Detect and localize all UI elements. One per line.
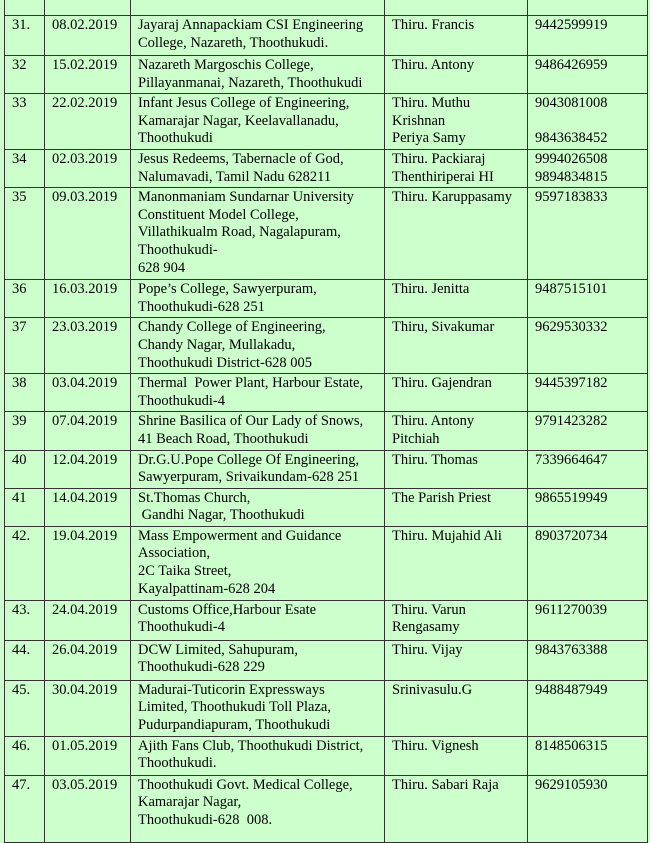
- contact-person-cell: Thiru. Packiaraj Thenthiriperai HI: [385, 149, 528, 187]
- contact-person-cell: Thiru. Vijay: [385, 640, 528, 680]
- date-cell: 12.04.2019: [45, 450, 131, 488]
- table-row: [5, 56, 648, 94]
- date-cell: 03.05.2019: [45, 775, 131, 842]
- venue-cell: Thermal Power Plant, Harbour Estate, Thoothukudi-4: [131, 374, 385, 412]
- venue-cell: Pope’s College, Sawyerpuram, Thoothukudi-628 251: [131, 280, 385, 318]
- venue-cell: Shrine Basilica of Our Lady of Snows, 41 Beach Road, Thoothukudi: [131, 412, 385, 450]
- date-cell: [45, 0, 131, 16]
- table-row: [5, 374, 648, 412]
- serial-number-cell: 36: [5, 280, 45, 318]
- date-cell: 02.03.2019: [45, 149, 131, 187]
- venue-cell: [131, 0, 385, 16]
- venue-cell: Dr.G.U.Pope College Of Engineering, Sawyerpuram, Srivaikundam-628 251: [131, 450, 385, 488]
- contact-person-cell: Thiru. Jenitta: [385, 280, 528, 318]
- date-cell: 14.04.2019: [45, 488, 131, 526]
- phone-number-cell: 9629530332: [528, 318, 648, 374]
- serial-number-cell: 41: [5, 488, 45, 526]
- table-row: [5, 736, 648, 775]
- serial-number-cell: 44.: [5, 640, 45, 680]
- table-row: [5, 600, 648, 640]
- serial-number-cell: 43.: [5, 600, 45, 640]
- contact-person-cell: Thiru. Francis: [385, 16, 528, 56]
- table-row: [5, 318, 648, 374]
- phone-number-cell: 9865519949: [528, 488, 648, 526]
- venue-cell: Customs Office,Harbour Esate Thoothukudi-4: [131, 600, 385, 640]
- table-row: [5, 149, 648, 187]
- table-row: [5, 640, 648, 680]
- phone-number-cell: 9611270039: [528, 600, 648, 640]
- date-cell: 01.05.2019: [45, 736, 131, 775]
- contact-person-cell: Thiru. Karuppasamy: [385, 188, 528, 280]
- phone-number-cell: 9791423282: [528, 412, 648, 450]
- venue-cell: Thoothukudi Govt. Medical College, Kamarajar Nagar, Thoothukudi-628 008.: [131, 775, 385, 842]
- date-cell: 09.03.2019: [45, 188, 131, 280]
- serial-number-cell: 31.: [5, 16, 45, 56]
- table-row: [5, 680, 648, 736]
- contact-person-cell: Thiru. Mujahid Ali: [385, 526, 528, 600]
- table-row: [5, 94, 648, 150]
- serial-number-cell: 42.: [5, 526, 45, 600]
- contact-person-cell: The Parish Priest: [385, 488, 528, 526]
- phone-number-cell: [528, 0, 648, 16]
- contact-person-cell: Thiru. Antony Pitchiah: [385, 412, 528, 450]
- date-cell: 08.02.2019: [45, 16, 131, 56]
- serial-number-cell: 35: [5, 188, 45, 280]
- serial-number-cell: 37: [5, 318, 45, 374]
- contact-person-cell: Thiru. Thomas: [385, 450, 528, 488]
- table-row: [5, 280, 648, 318]
- phone-number-cell: 9843763388: [528, 640, 648, 680]
- contact-person-cell: Thiru. Varun Rengasamy: [385, 600, 528, 640]
- serial-number-cell: 40: [5, 450, 45, 488]
- table-row: [5, 450, 648, 488]
- venue-cell: Jesus Redeems, Tabernacle of God, Nalumavadi, Tamil Nadu 628211: [131, 149, 385, 187]
- phone-number-cell: 9597183833: [528, 188, 648, 280]
- contact-person-cell: Thiru. Gajendran: [385, 374, 528, 412]
- table-row: [5, 488, 648, 526]
- venue-cell: Madurai-Tuticorin Expressways Limited, Thoothukudi Toll Plaza, Pudurpandiapuram, Thoothukudi: [131, 680, 385, 736]
- serial-number-cell: 47.: [5, 775, 45, 842]
- venue-cell: Mass Empowerment and Guidance Association, 2C Taika Street, Kayalpattinam-628 204: [131, 526, 385, 600]
- phone-number-cell: 8148506315: [528, 736, 648, 775]
- phone-number-cell: 9488487949: [528, 680, 648, 736]
- date-cell: 03.04.2019: [45, 374, 131, 412]
- table-row: [5, 412, 648, 450]
- date-cell: 07.04.2019: [45, 412, 131, 450]
- venue-cell: DCW Limited, Sahupuram, Thoothukudi-628 229: [131, 640, 385, 680]
- contact-person-cell: Thiru. Antony: [385, 56, 528, 94]
- records-table-body: [5, 0, 648, 842]
- date-cell: 30.04.2019: [45, 680, 131, 736]
- contact-person-cell: Thiru, Sivakumar: [385, 318, 528, 374]
- contact-person-cell: Srinivasulu.G: [385, 680, 528, 736]
- serial-number-cell: 34: [5, 149, 45, 187]
- phone-number-cell: 9629105930: [528, 775, 648, 842]
- phone-number-cell: 9043081008 9843638452: [528, 94, 648, 150]
- table-row: [5, 188, 648, 280]
- serial-number-cell: 33: [5, 94, 45, 150]
- phone-number-cell: 7339664647: [528, 450, 648, 488]
- venue-cell: Infant Jesus College of Engineering, Kamarajar Nagar, Keelavallanadu, Thoothukudi: [131, 94, 385, 150]
- serial-number-cell: 45.: [5, 680, 45, 736]
- serial-number-cell: 38: [5, 374, 45, 412]
- date-cell: 22.02.2019: [45, 94, 131, 150]
- table-row: [5, 16, 648, 56]
- date-cell: 24.04.2019: [45, 600, 131, 640]
- date-cell: 16.03.2019: [45, 280, 131, 318]
- records-table: [4, 0, 648, 843]
- contact-person-cell: Thiru. Vignesh: [385, 736, 528, 775]
- date-cell: 26.04.2019: [45, 640, 131, 680]
- date-cell: 19.04.2019: [45, 526, 131, 600]
- phone-number-cell: 9445397182: [528, 374, 648, 412]
- venue-cell: Ajith Fans Club, Thoothukudi District, Thoothukudi.: [131, 736, 385, 775]
- venue-cell: Jayaraj Annapackiam CSI Engineering College, Nazareth, Thoothukudi.: [131, 16, 385, 56]
- venue-cell: Manonmaniam Sundarnar University Constituent Model College, Villathikualm Road, Nagalapuram, Thoothukudi- 628 904: [131, 188, 385, 280]
- phone-number-cell: 9487515101: [528, 280, 648, 318]
- table-row: [5, 526, 648, 600]
- contact-person-cell: Thiru. Sabari Raja: [385, 775, 528, 842]
- phone-number-cell: 9994026508 9894834815: [528, 149, 648, 187]
- contact-person-cell: [385, 0, 528, 16]
- contact-person-cell: Thiru. Muthu Krishnan Periya Samy: [385, 94, 528, 150]
- serial-number-cell: 46.: [5, 736, 45, 775]
- phone-number-cell: 9442599919: [528, 16, 648, 56]
- date-cell: 23.03.2019: [45, 318, 131, 374]
- phone-number-cell: 8903720734: [528, 526, 648, 600]
- table-row: [5, 0, 648, 16]
- serial-number-cell: [5, 0, 45, 16]
- venue-cell: Nazareth Margoschis College, Pillayanmanai, Nazareth, Thoothukudi: [131, 56, 385, 94]
- venue-cell: St.Thomas Church, Gandhi Nagar, Thoothukudi: [131, 488, 385, 526]
- phone-number-cell: 9486426959: [528, 56, 648, 94]
- serial-number-cell: 32: [5, 56, 45, 94]
- venue-cell: Chandy College of Engineering, Chandy Nagar, Mullakadu, Thoothukudi District-628 005: [131, 318, 385, 374]
- serial-number-cell: 39: [5, 412, 45, 450]
- date-cell: 15.02.2019: [45, 56, 131, 94]
